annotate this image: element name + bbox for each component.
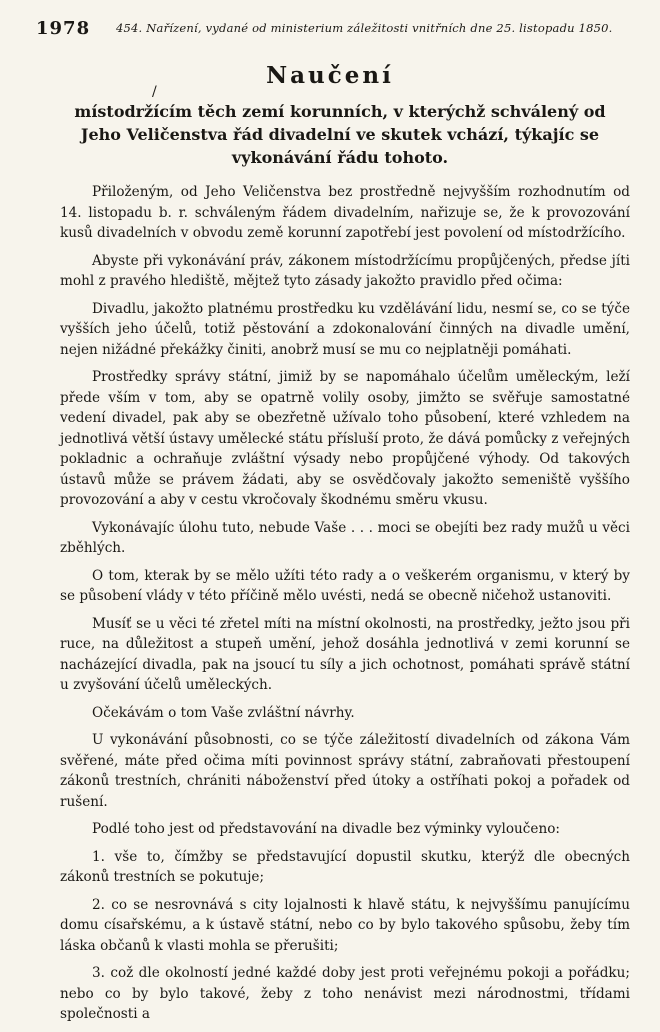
document-title: Naučení xyxy=(266,62,394,89)
list-item: 2. co se nesrovnává s city lojalnosti k hlavě státu, k nejvyššímu panujícímu domu císařskému, a k ústavě státní, nebo co by bylo takového spůsobu, žeby tím láska občanů k vlasti mohla se přerušiti; xyxy=(60,896,630,954)
paragraph: Abyste při vykonávání práv, zákonem místodržícímu propůjčených, předse jíti mohl z pravého hlediště, mějtež tyto zásady jakožto pravidlo před očima: xyxy=(60,252,630,289)
running-head: 454. Nařízení, vydané od ministerium záležitosti vnitřních dne 25. listopadu 1850. xyxy=(116,21,613,35)
paragraph: Očekávám o tom Vaše zvláštní návrhy. xyxy=(92,704,355,721)
paragraph: Vykonávajíc úlohu tuto, nebude Vaše . . . moci se obejíti bez rady mužů u věci zběhlých. xyxy=(60,519,630,556)
list-item: 1. vše to, čímžby se představující dopustil skutku, kterýž dle obecných zákonů trestních se pokutuje; xyxy=(60,848,630,885)
stray-mark: / xyxy=(152,84,157,100)
list-item: 3. což dle okolností jedné každé doby jest proti veřejnému pokoji a pořádku; nebo co by bylo takové, žeby z toho nenávist mezi národnostmi, třídami společnosti a xyxy=(60,965,630,1022)
paragraph: Musíť se u věci té zřetel míti na místní okolnosti, na prostředky, ježto jsou při ruce, na důležitost a stupeň umění, jehož dosáhla jednotlivá v zemi korunní se nacházející divadla, pak na jsoucí tu síly a jich ochotnost, pomáhati správě státní u zvyšování účelů uměleckých. xyxy=(60,615,630,693)
document-subtitle: místodržícím těch zemí korunních, v kterýchž schválený od Jeho Veličenstva řád divadelní ve skutek vchází, týkajíc se vykonávání řádu tohoto. xyxy=(74,102,606,167)
page-header xyxy=(36,18,620,40)
paragraph: O tom, kterak by se mělo užíti této rady a o veškerém organismu, v který by se působení vlády v této příčině mělo uvésti, nedá se obecně ničehož ustanoviti. xyxy=(60,567,630,604)
paragraph: Divadlu, jakožto platnému prostředku ku vzdělávání lidu, nesmí se, co se týče vyšších jeho účelů, totiž pěstování a zdokonalování činných na divadle umění, nejen nižádné překážky činiti, anobrž musí se mu co nejplatněji pomáhati. xyxy=(60,300,630,358)
document-body xyxy=(60,182,630,1032)
paragraph: Přiloženým, od Jeho Veličenstva bez prostředně nejvyšším rozhodnutím od 14. listopadu b. r. schváleným řádem divadelním, nařizuje se, že k provozování kusů divadelních v obvodu země korunní zapotřebí jest povolení od místodržícího. xyxy=(60,184,630,241)
paragraph: U vykonávání působnosti, co se týče záležitostí divadelních od zákona Vám svěřené, máte před očima míti povinnost správy státní, zabraňovati přestoupení zákonů trestních, chrániti náboženství před útoky a ostříhati pokoj a pořadek od rušení. xyxy=(60,732,630,810)
paragraph: Prostředky správy státní, jimiž by se napomáhalo účelům uměleckým, leží přede vším v tom, aby se opatrně volily osoby, jimžto se svěřuje samostatné vedení divadel, pak aby se obezřetně užívalo toho působení, které vzhledem na jednotlivá větší ústavy umělecké státu přísluší proto, že dává pomůcky z veřejných pokladnic a ochraňuje zvláštní výsady nebo propůjčené výhody. Od takových ústavů může se právem žádati, aby se osvědčovaly jakožto semeniště vyššího provozování a aby v cestu vkročovaly škodnému směru vkusu. xyxy=(60,369,630,508)
paragraph: Podlé toho jest od představování na divadle bez výminky vyloučeno: xyxy=(92,821,560,837)
page-number: 1978 xyxy=(36,18,91,39)
